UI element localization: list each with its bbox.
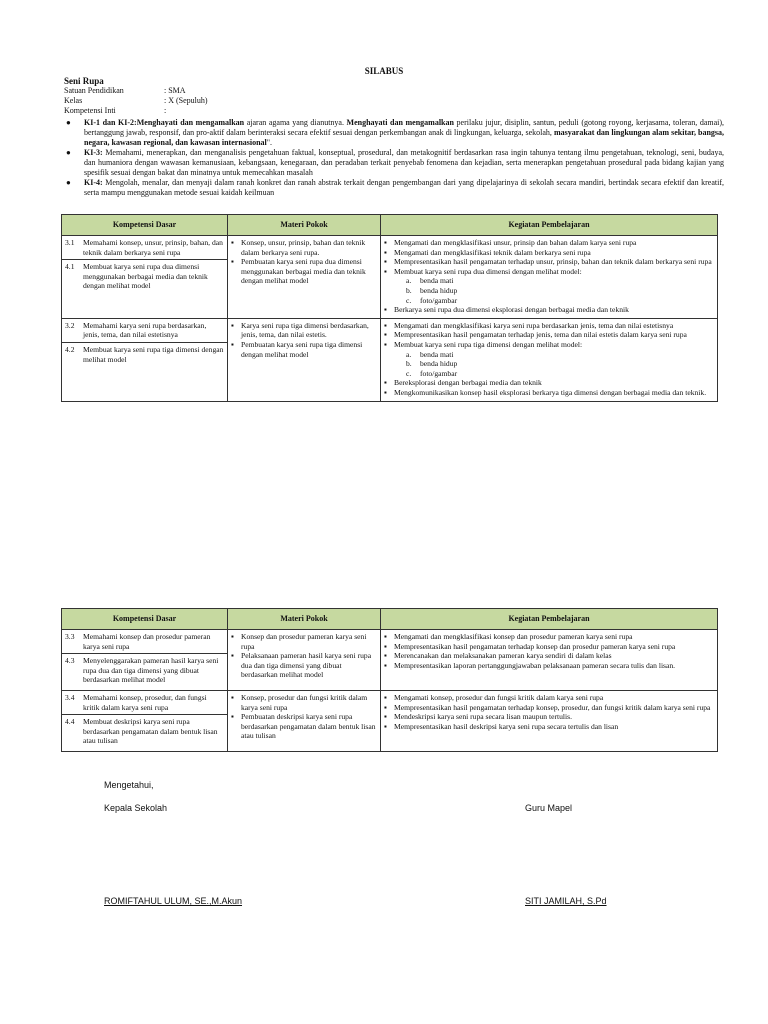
kegiatan-list: [384, 693, 714, 731]
header-kegiatan-pembelajaran: Kegiatan Pembelajaran: [381, 215, 718, 236]
sub-list-marker: b.: [406, 285, 412, 295]
table-row: [62, 630, 718, 691]
sub-list-marker: a.: [406, 349, 412, 359]
cell-materi-pokok: [228, 318, 381, 401]
meta-key: Satuan Pendidikan: [64, 86, 124, 95]
materi-list: [231, 632, 377, 680]
sub-list-marker: c.: [406, 368, 412, 378]
right-signatory-name: SITI JAMILAH, S.Pd: [525, 896, 607, 906]
kd-item: [65, 717, 224, 746]
kegiatan-text: Mengamati konsep, prosedur dan fungsi kritik dalam karya seni rupa: [394, 692, 604, 702]
kegiatan-text: Mempresentasikan hasil pengamatan terhadap konsep, prosedur, dan fungsi kritik dalam karya seni rupa: [394, 702, 711, 712]
kd-text: Membuat deskripsi karya seni rupa berdasarkan pengamatan dalam bentuk lisan atau tulisan: [83, 717, 218, 746]
kd-divider: [62, 653, 227, 654]
header-kompetensi-dasar: Kompetensi Dasar: [62, 609, 228, 630]
cell-kompetensi-dasar: [62, 690, 228, 751]
list-item: [384, 388, 714, 398]
list-item: [384, 378, 714, 388]
meta-block: [64, 86, 208, 116]
kegiatan-text: Mengamati dan mengklasifikasi konsep dan prosedur pameran karya seni rupa: [394, 632, 633, 641]
meta-row: [64, 86, 208, 96]
sub-list-item: [406, 295, 714, 306]
list-item: [384, 305, 714, 315]
kegiatan-list: [384, 238, 714, 315]
sub-list-text: benda mati: [420, 276, 454, 286]
kegiatan-text: Membuat karya seni rupa dua dimensi dengan melihat model:: [394, 266, 582, 276]
ki-bold: masyarakat dan lingkungan alam sekitar, bangsa, negara, kawasan regional, dan kawasan internasional: [84, 128, 725, 147]
kd-text: Memahami konsep dan prosedur pameran karya seni rupa: [83, 632, 211, 651]
table-row: [62, 236, 718, 319]
left-role: Kepala Sekolah: [104, 803, 168, 813]
list-item: [384, 330, 714, 340]
kd-text: Memahami konsep, prosedur, dan fungsi kritik dalam karya seni rupa: [83, 692, 207, 712]
list-item: [384, 722, 714, 732]
acknowledge-label: Mengetahui,: [104, 780, 154, 790]
cell-materi-pokok: [228, 690, 381, 751]
table-header-row: [62, 609, 718, 630]
sub-list-text: foto/gambar: [420, 368, 458, 378]
table-header-row: [62, 215, 718, 236]
list-item: [384, 703, 714, 713]
bullet-icon: ●: [66, 118, 71, 127]
sub-list-marker: a.: [406, 276, 412, 286]
kd-text: Memahami karya seni rupa berdasarkan, jenis, tema, dan nilai estetisnya: [83, 320, 207, 340]
kd-text: Memahami konsep, unsur, prinsip, bahan, dan teknik dalam berkarya seni rupa: [83, 238, 223, 257]
kegiatan-text: Mendeskripsi karya seni rupa secara lisan maupun tertulis.: [394, 712, 572, 722]
subject-name: Seni Rupa: [64, 76, 104, 86]
list-item: ▪ Pembuatan karya seni rupa dua dimensi menggunakan berbagai media dan teknik dengan melihat model: [231, 257, 377, 286]
cell-kegiatan-pembelajaran: [381, 236, 718, 319]
sub-list: [394, 276, 714, 305]
kd-number: 3.4: [65, 692, 75, 702]
meta-key: Kelas: [64, 96, 83, 105]
kd-text: Menyelenggarakan pameran hasil karya seni rupa dua dan tiga dimensi yang dibuat berdasarkan melihat model: [83, 656, 219, 685]
left-signatory-name: ROMIFTAHUL ULUM, SE.,M.Akun: [104, 896, 243, 906]
kd-item: [65, 321, 224, 340]
materi-list: [231, 693, 377, 741]
table-row: [62, 318, 718, 401]
cell-materi-pokok: [228, 236, 381, 319]
kegiatan-text: Mengamati dan mengklasifikasi karya seni rupa berdasarkan jenis, tema dan nilai estetisnya: [394, 320, 674, 330]
list-item: ▪ Konsep, prosedur dan fungsi kritik dalam karya seni rupa: [231, 693, 377, 712]
sub-list-item: [406, 359, 714, 369]
list-item: [384, 642, 714, 652]
list-item: [384, 661, 714, 671]
list-item: [384, 257, 714, 267]
kd-number: 3.2: [65, 320, 75, 330]
list-item: [384, 693, 714, 703]
kd-item: [65, 262, 224, 291]
list-item: [384, 632, 714, 642]
list-item: ▪ Pembuatan deskripsi karya seni rupa berdasarkan pengamatan dalam bentuk lisan atau tulisan: [231, 712, 377, 741]
kd-item: [65, 632, 224, 651]
ki-bold: Menghayati dan mengamalkan: [346, 118, 454, 127]
ki-label: KI-4:: [84, 178, 103, 187]
kegiatan-text: Mempresentasikan laporan pertanggungjawaban pelaksanaan pameran secara tulis dan lisan.: [394, 660, 676, 670]
meta-row: [64, 106, 208, 116]
syllabus-table-1: [61, 214, 718, 402]
sub-list-text: benda hidup: [420, 285, 458, 295]
header-materi-pokok: Materi Pokok: [228, 215, 381, 236]
meta-value: :: [164, 106, 167, 115]
ki-text: ajaran agama yang dianutnya.: [244, 118, 347, 127]
kegiatan-text: Membuat karya seni rupa tiga dimensi dengan melihat model:: [394, 339, 583, 349]
kd-number: 3.3: [65, 632, 75, 641]
list-item: [384, 248, 714, 258]
sub-list-item: [406, 276, 714, 286]
ki-label: KI-3:: [84, 148, 103, 157]
bullet-icon: ●: [66, 178, 71, 187]
header-kompetensi-dasar: Kompetensi Dasar: [62, 215, 228, 236]
kd-item: [65, 656, 224, 685]
sub-list-item: [406, 285, 714, 296]
list-item: ▪ Konsep, unsur, prinsip, bahan dan teknik dalam berkarya seni rupa.: [231, 238, 377, 257]
table-row: [62, 690, 718, 751]
list-item: ▪ Pembuatan karya seni rupa tiga dimensi dengan melihat model: [231, 340, 377, 359]
meta-key: Kompetensi Inti: [64, 106, 116, 115]
syllabus-table-2: [61, 608, 718, 752]
sub-list: [394, 350, 714, 379]
kegiatan-text: Mempresentasikan hasil deskripsi karya seni rupa secara tertulis dan lisan: [394, 721, 619, 731]
kegiatan-text: Mengamati dan mengklasifikasi unsur, prinsip dan bahan dalam karya seni rupa: [394, 238, 637, 247]
bullet-icon: ●: [66, 148, 71, 157]
sub-list-item: [406, 349, 714, 360]
sub-list-item: [406, 368, 714, 379]
kegiatan-text: Mempresentasikan hasil pengamatan terhadap unsur, prinsip, bahan dan teknik dalam berkarya seni rupa: [394, 257, 712, 267]
kd-number: 4.2: [65, 344, 75, 354]
kd-text: Membuat karya seni rupa dua dimensi menggunakan berbagai media dan teknik dengan melihat model: [83, 262, 208, 291]
kd-item: [65, 693, 224, 712]
cell-kegiatan-pembelajaran: [381, 630, 718, 691]
ki-bold: Menghayati dan mengamalkan: [136, 118, 245, 127]
sub-list-text: foto/gambar: [420, 295, 458, 305]
meta-value: : X (Sepuluh): [164, 96, 208, 105]
ki-text: Mengolah, menalar, dan menyaji dalam ranah konkret dan ranah abstrak terkait dengan pengembangan dari yang dipelajarinya di sekolah secara mandiri, bertindak secara efektif dan kreatif, serta mampu menggunakan metode sesuai kaidah keilmuan: [84, 178, 724, 197]
list-item: ▪ Konsep dan prosedur pameran karya seni rupa: [231, 632, 377, 651]
cell-materi-pokok: [228, 630, 381, 691]
kegiatan-text: Mempresentasikan hasil pengamatan terhadap jenis, tema dan nilai estetis dalam karya seni rupa: [394, 330, 687, 340]
kegiatan-list: [384, 321, 714, 398]
ki-item: [64, 118, 724, 148]
kd-number: 4.1: [65, 262, 75, 272]
kegiatan-list: [384, 632, 714, 670]
kd-text: Membuat karya seni rupa tiga dimensi dengan melihat model: [83, 344, 224, 364]
list-item: [384, 712, 714, 722]
meta-row: [64, 96, 208, 106]
kegiatan-text: Merencanakan dan melaksanakan pameran karya sendiri di dalam kelas: [394, 651, 612, 661]
document-title: SILABUS: [364, 66, 404, 76]
kd-divider: [62, 259, 227, 260]
ki-text: Memahami, menerapkan, dan menganalisis pengetahuan faktual, konseptual, prosedural, dan metakognitif berdasarkan rasa ingin tahunya tentang ilmu pengetahuan, teknologi, seni, budaya, dan humaniora dengan wawasan kemanusiaan, kebangsaan, kenegaraan, dan peradaban terkait penyebab fenomena dan kejadian, serta menerapkan pengetahuan prosedural pada bidang kajian yang spesifik sesuai dengan bakat dan minatnya untuk memecahkan masalah: [84, 148, 724, 177]
kd-divider: [62, 342, 227, 343]
header-kegiatan-pembelajaran: Kegiatan Pembelajaran: [381, 609, 718, 630]
ki-item: [64, 148, 724, 178]
kegiatan-text: Mengkomunikasikan konsep hasil eksplorasi berkarya tiga dimensi dengan berbagai media dan teknik.: [394, 387, 707, 397]
sub-list-marker: b.: [406, 359, 412, 369]
list-item: [384, 321, 714, 331]
kegiatan-text: Berkarya seni rupa dua dimensi eksplorasi dengan berbagai media dan teknik: [394, 305, 629, 315]
cell-kegiatan-pembelajaran: [381, 318, 718, 401]
kd-number: 4.3: [65, 656, 75, 666]
sub-list-text: benda hidup: [420, 359, 458, 369]
list-item: ▪ Pelaksanaan pameran hasil karya seni rupa dua dan tiga dimensi yang dibuat berdasarkan melihat model: [231, 651, 377, 680]
list-item: [384, 340, 714, 378]
ki-list: [64, 118, 724, 198]
cell-kompetensi-dasar: [62, 236, 228, 319]
list-item: [384, 238, 714, 248]
list-item: [384, 267, 714, 305]
cell-kompetensi-dasar: [62, 630, 228, 691]
cell-kompetensi-dasar: [62, 318, 228, 401]
header-materi-pokok: Materi Pokok: [228, 609, 381, 630]
ki-label: KI-1 dan KI-2:: [84, 118, 137, 127]
ki-text: perilaku jujur, disiplin, santun, peduli (gotong royong, kerjasama, toleran, damai), bertanggung jawab, responsif, dan pro-aktif dalam berinteraksi secara efektif sesuai dengan perkembangan anak di lingkungan, keluarga, sekolah,: [84, 118, 725, 137]
kd-number: 4.4: [65, 717, 75, 727]
cell-kegiatan-pembelajaran: [381, 690, 718, 751]
kd-item: [65, 238, 224, 257]
right-role: Guru Mapel: [525, 803, 573, 813]
sub-list-text: benda mati: [420, 349, 454, 359]
kegiatan-text: Bereksplorasi dengan berbagai media dan teknik: [394, 378, 542, 388]
materi-list: [231, 321, 377, 359]
ki-text: ".: [266, 138, 273, 147]
ki-item: [64, 178, 724, 198]
kd-divider: [62, 714, 227, 715]
kd-item: [65, 345, 224, 364]
list-item: ▪ Karya seni rupa tiga dimensi berdasarkan, jenis, tema, dan nilai estetis.: [231, 321, 377, 340]
list-item: [384, 651, 714, 661]
kd-number: 3.1: [65, 238, 75, 247]
materi-list: [231, 238, 377, 286]
kegiatan-text: Mempresentasikan hasil pengamatan terhadap konsep dan prosedur pameran karya seni rupa: [394, 641, 676, 651]
meta-value: : SMA: [164, 86, 186, 95]
kegiatan-text: Mengamati dan mengklasifikasi teknik dalam berkarya seni rupa: [394, 247, 591, 257]
sub-list-marker: c.: [406, 295, 412, 305]
